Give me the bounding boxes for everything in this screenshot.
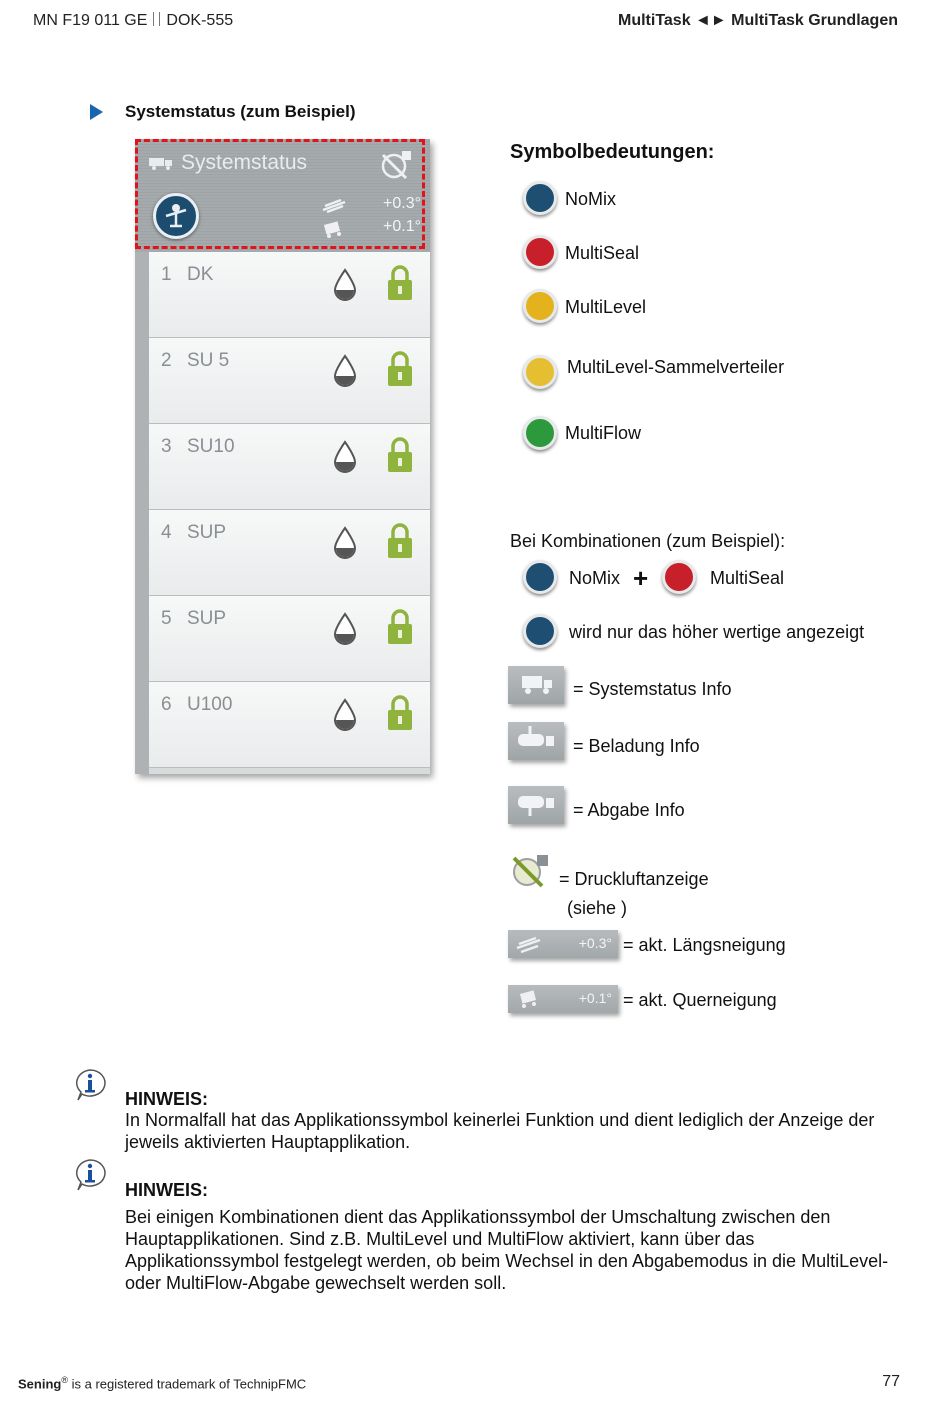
- nomix-icon: [523, 614, 557, 648]
- compartment-row[interactable]: [149, 596, 430, 682]
- legend-multiflow-label: MultiFlow: [565, 423, 642, 443]
- drop-icon: [332, 354, 358, 388]
- tilt-cross-value: +0.1°: [383, 218, 421, 235]
- compartment-product: SU10: [187, 436, 235, 457]
- note-text: In Normalfall hat das Applikationssymbol keinerlei Funktion und dient lediglich der Anzeige der jeweils aktivierten Hauptapplikation.: [125, 1110, 875, 1152]
- tilt-cross-tile-value: +0.1°: [578, 990, 612, 1006]
- legend-heading: Symbolbedeutungen:: [510, 141, 715, 163]
- nomix-icon: [523, 560, 557, 594]
- note-title: HINWEIS:: [125, 1089, 208, 1109]
- drop-icon: [332, 526, 358, 560]
- tilt-cross-label: = akt. Querneigung: [623, 990, 777, 1010]
- drop-icon: [332, 698, 358, 732]
- legend-nomix-label: NoMix: [565, 189, 617, 209]
- footer-trademark: [18, 1375, 306, 1391]
- section-bullet-icon: [90, 104, 103, 120]
- compartment-row[interactable]: [149, 338, 430, 424]
- systemstatus-info-icon: [508, 666, 564, 704]
- compartment-row[interactable]: [149, 252, 430, 338]
- footer-brand: Sening: [18, 1376, 62, 1392]
- compartment-number: 1: [161, 264, 172, 285]
- legend-sammel-label: MultiLevel-Sammelverteiler: [567, 357, 785, 377]
- multiflow-icon: [523, 416, 557, 450]
- truck-icon: [508, 666, 564, 704]
- lock-icon: [386, 436, 414, 474]
- compartment-number: 5: [161, 608, 172, 629]
- header-separator: [153, 12, 160, 26]
- doc-number: DOK-555: [166, 12, 234, 29]
- page-number: 77: [882, 1373, 900, 1390]
- plus-icon: +: [633, 563, 649, 593]
- header-doc-id: [33, 12, 233, 30]
- multiseal-icon: [662, 560, 696, 594]
- systemstatus-info-label: = Systemstatus Info: [573, 679, 732, 699]
- tanker-load-icon: [508, 722, 564, 760]
- drop-icon: [332, 440, 358, 474]
- beladung-info-label: = Beladung Info: [573, 736, 700, 756]
- screen-sidebar: [135, 252, 149, 774]
- combo-a-label: NoMix: [569, 568, 621, 588]
- screen-title: Systemstatus: [181, 151, 308, 174]
- footer-reg-mark: ®: [61, 1375, 68, 1385]
- multilevel-icon: [523, 289, 557, 323]
- compartment-product: SUP: [187, 522, 227, 543]
- lock-icon: [386, 350, 414, 388]
- tanker-unload-icon: [508, 786, 564, 824]
- compartment-number: 6: [161, 694, 172, 715]
- multilevel-sammelverteiler-icon: [523, 355, 557, 389]
- abgabe-info-icon: [508, 786, 564, 824]
- tilt-long-tile-value: +0.3°: [578, 935, 612, 951]
- lock-icon: [386, 694, 414, 732]
- compartment-number: 4: [161, 522, 172, 543]
- compartment-number: 2: [161, 350, 172, 371]
- compartment-number: 3: [161, 436, 172, 457]
- tilt-long-icon: [514, 930, 544, 958]
- highlight-frame: [135, 139, 425, 249]
- abgabe-info-label: = Abgabe Info: [573, 800, 685, 820]
- druckluft-note: (siehe ): [567, 898, 628, 918]
- info-icon: [72, 1158, 108, 1192]
- combo-b-label: MultiSeal: [710, 568, 785, 588]
- combo-result: wird nur das höher wertige angezeigt: [569, 622, 865, 642]
- info-icon: [72, 1068, 108, 1102]
- compartment-product: SU 5: [187, 350, 230, 371]
- combo-intro: Bei Kombinationen (zum Beispiel):: [510, 531, 786, 551]
- lock-icon: [386, 522, 414, 560]
- note-title: HINWEIS:: [125, 1180, 208, 1200]
- compartment-row[interactable]: [149, 424, 430, 510]
- footer-trademark-text: is a registered trademark of TechnipFMC: [67, 1376, 307, 1392]
- tilt-long-tile: [508, 930, 618, 958]
- lock-icon: [386, 608, 414, 646]
- section-title: Systemstatus (zum Beispiel): [125, 102, 356, 121]
- multiseal-icon: [523, 235, 557, 269]
- legend-multilevel-label: MultiLevel: [565, 297, 647, 317]
- tilt-cross-tile: [508, 985, 618, 1013]
- drop-icon: [332, 268, 358, 302]
- druckluft-icon: [510, 850, 550, 890]
- doc-id: MN F19 011 GE: [33, 12, 148, 29]
- tilt-cross-icon: [514, 985, 544, 1013]
- header-chapter: MultiTask ◄► MultiTask Grundlagen: [618, 12, 898, 29]
- compartment-product: U100: [187, 694, 233, 715]
- beladung-info-icon: [508, 722, 564, 760]
- druckluft-label: = Druckluftanzeige: [559, 869, 709, 889]
- nomix-icon: [523, 181, 557, 215]
- compartment-product: SUP: [187, 608, 227, 629]
- note-text: Bei einigen Kombinationen dient das Applikationssymbol der Umschaltung zwischen den Hauptapplikationen. Sind z.B. MultiLevel und MultiFlow aktiviert, kann über das Applikationssymbol festgelegt werden, ob beim Wechsel in den Abgabemodus in die MultiLevel- oder MultiFlow-Abgabe gewechselt werden soll.: [125, 1207, 889, 1293]
- compartment-row[interactable]: [149, 682, 430, 768]
- drop-icon: [332, 612, 358, 646]
- lock-icon: [386, 264, 414, 302]
- compartment-row[interactable]: [149, 510, 430, 596]
- legend-multiseal-label: MultiSeal: [565, 243, 640, 263]
- tilt-long-label: = akt. Längsneigung: [623, 935, 786, 955]
- tilt-long-value: +0.3°: [383, 195, 421, 212]
- compartment-product: DK: [187, 264, 214, 285]
